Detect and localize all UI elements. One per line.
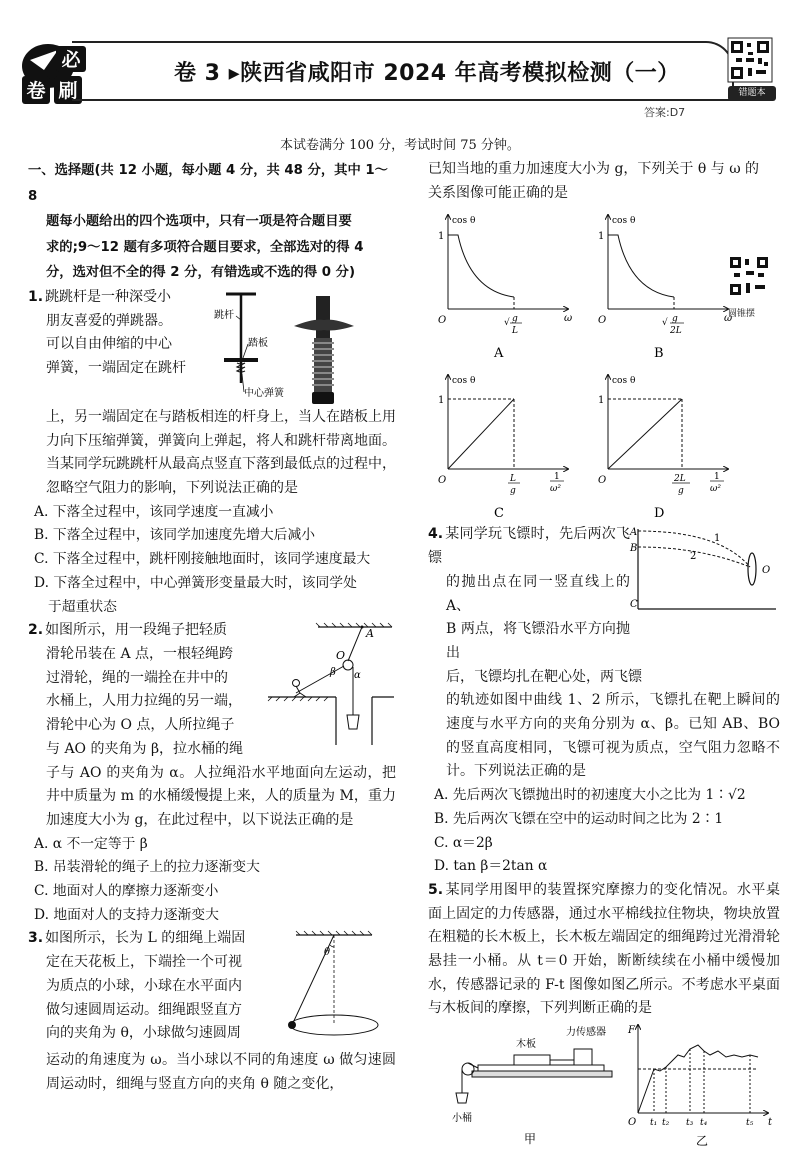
question-stem: 运动的角速度为 ω。当小球以不同的角速度 ω 做匀速圆周运动时，细绳与竖直方向的夹角 θ 随之变化，	[46, 1052, 396, 1093]
question-stem: 弹簧，一端固定在跳杆	[46, 360, 186, 377]
question-stem: 定在天花板上，下端拴一个可视	[46, 954, 242, 971]
fig-label-t: t	[768, 1117, 773, 1129]
dart-trajectory-figure	[630, 525, 780, 625]
question-stem: 的轨迹如图中曲线 1、2 所示，飞镖扎在靶上瞬间的速度与水平方向的夹角分别为 α、β。已知 AB、BO 的竖直高度相同，飞镖可视为质点，空气阻力忽略不计。下列说法正确的是	[446, 692, 780, 780]
graph-label-a: A	[494, 346, 504, 362]
question-stem: 水桶上，人用力拉绳的另一端，	[46, 693, 242, 710]
question-stem: 与 AO 的夹角为 β，拉水桶的绳	[46, 740, 244, 757]
question-stem: 已知当地的重力加速度大小为 g，下列关于 θ 与 ω 的	[428, 161, 760, 177]
option-d-continued: 于超重状态	[48, 598, 117, 615]
fig-label-yi: 乙	[696, 1134, 709, 1149]
friction-experiment-figure	[428, 1021, 780, 1149]
left-column	[28, 158, 396, 1097]
question-stem: 可以自由伸缩的中心	[46, 336, 172, 353]
question-2	[28, 619, 396, 927]
section-heading-line: 分，选对但不全的得 2 分，有错选或不选的得 0 分)	[46, 265, 356, 281]
fig-label-t4: t₄	[700, 1118, 708, 1129]
curve-label-1: 1	[714, 533, 721, 545]
qr-code-icon[interactable]	[728, 38, 772, 82]
question-stem: 过滑轮，绳的一端拴在井中的	[46, 669, 228, 686]
question-stem: 如图所示，用一段绳子把轻质	[45, 622, 228, 639]
fig-label-t3: t₃	[686, 1118, 694, 1129]
graph-label-d: D	[654, 506, 665, 522]
logo-char-top: 必	[61, 49, 81, 71]
axis-inv-num: 1	[714, 472, 720, 483]
page-header	[14, 36, 720, 119]
right-column	[428, 158, 780, 1149]
question-stem: B 两点，将飞镖沿水平方向抛出	[446, 621, 630, 661]
origin-label: O	[598, 315, 607, 327]
question-stem: 朋友喜爱的弹跳器。	[46, 312, 172, 329]
graph-d	[588, 369, 738, 522]
axis-label-cos: cos θ	[612, 216, 636, 227]
graph-label-b: B	[654, 346, 664, 362]
logo-char-left: 卷	[26, 80, 46, 102]
axis-label-omega: ω	[564, 313, 573, 325]
question-stem: 上，另一端固定在与踏板相连的杆身上，当人在踏板上用力向下压缩弹簧，弹簧向上弹起，将人和跳杆带离地面。当某同学玩跳跳杆从最高点竖直下落到最低点的过程中，忽略空气阻力的影响，下列说法正确的是	[46, 408, 396, 497]
tick-one: 1	[598, 231, 605, 243]
answer-graphs	[428, 205, 780, 523]
question-stem: 滑轮吊装在 A 点，一根轻绳跨	[46, 646, 234, 662]
fig-label-A: A	[366, 627, 374, 641]
svg-text:√: √	[662, 318, 668, 329]
tick-den-c: g	[510, 486, 516, 497]
question-stem: 为质点的小球，小球在水平面内	[46, 977, 242, 994]
question-stem: 向的夹角为 θ，小球做匀速圆周	[46, 1025, 241, 1042]
pogo-stick-figure	[216, 288, 396, 406]
section-heading-line: 一、选择题(共 12 小题，每小题 4 分，共 48 分，其中 1～8	[28, 163, 388, 204]
question-stem: 做匀速圆周运动。细绳跟竖直方	[46, 1001, 242, 1018]
tick-one: 1	[598, 395, 605, 407]
fig-label-B: B	[630, 543, 638, 555]
qr-label: 错题本	[728, 86, 776, 101]
question-stem: 某同学用图甲的装置探究摩擦力的变化情况。水平桌面上固定的力传感器，通过水平棉线拉住物块，物块放置在粗糙的长木板上，长木板左端固定的细绳跨过光滑滑轮悬挂一小桶。从 t＝0 开始，断断续续在小桶中缓慢加水，传感器记录的 F-t 图像如图乙所示。不考虑水平桌面与木板间的摩擦，下列判断正确的是	[428, 881, 780, 1017]
axis-label-cos: cos θ	[612, 376, 636, 387]
axis-label-omega: ω	[724, 313, 733, 325]
fig-label-board: 木板	[516, 1039, 536, 1051]
fig-label-A: A	[630, 527, 638, 539]
option-d[interactable]: D. 地面对人的支持力逐渐变大	[34, 906, 219, 923]
fig-label-t2: t₂	[662, 1118, 670, 1129]
question-stem: 关系图像可能正确的是	[428, 184, 568, 201]
fig-label-F: F	[628, 1025, 635, 1037]
question-1	[28, 286, 396, 619]
fig-label-jia: 甲	[524, 1132, 537, 1147]
fig-label-O: O	[336, 649, 346, 663]
question-stem: 跳跳杆是一种深受小	[45, 288, 172, 305]
tick-num-c: L	[510, 474, 516, 485]
tick-num-a: √	[504, 318, 510, 329]
tick-num-d: 2L	[674, 474, 686, 485]
graph-c	[428, 369, 578, 522]
qr-label: 圆锥摆	[728, 309, 756, 320]
question-number: 4.	[428, 526, 444, 543]
question-number: 1.	[28, 288, 44, 305]
tick-den-b: 2L	[670, 326, 682, 337]
fig-label-theta: θ	[324, 947, 331, 959]
tick-one: 1	[438, 395, 445, 407]
section-heading-line: 求的;9～12 题有多项符合题目要求，全部选对的得 4	[46, 239, 364, 255]
tick-den-a: L	[512, 326, 518, 337]
fig-label-t1: t₁	[650, 1118, 658, 1129]
question-5	[428, 879, 780, 1149]
option-b[interactable]: B. 下落全过程中，该同学加速度先增大后减小	[34, 527, 316, 544]
question-3	[28, 927, 396, 1096]
section-heading-line: 题每小题给出的四个选项中，只有一项是符合题目要	[46, 214, 352, 230]
option-b[interactable]: B. 先后两次飞镖在空中的运动时间之比为 2∶1	[434, 810, 724, 827]
section-heading	[28, 158, 396, 286]
answer-code: 答案:D7	[644, 106, 686, 119]
option-c[interactable]: C. 下落全过程中，跳杆刚接触地面时，该同学速度最大	[34, 551, 371, 568]
question-number: 2.	[28, 622, 44, 639]
option-a[interactable]: A. α 不一定等于 β	[34, 835, 148, 852]
question-stem: 子与 AO 的夹角为 α。人拉绳沿水平地面向左运动，把井中质量为 m 的水桶缓慢提上来，人的质量为 M，重力加速度大小为 g，在此过程中，以下说法正确的是	[46, 764, 396, 828]
graph-b	[588, 209, 738, 362]
option-c[interactable]: C. α＝2β	[434, 834, 493, 851]
question-stem: 滑轮中心为 O 点，人所拉绳子	[46, 717, 235, 734]
axis-label-cos: cos θ	[452, 376, 476, 387]
question-stem: 后，飞镖均扎在靶心处，两飞镖	[446, 668, 642, 685]
origin-label: O	[598, 475, 607, 487]
option-d[interactable]: D. 下落全过程中，中心弹簧形变量最大时，该同学处	[34, 574, 357, 591]
fig-label-rod: 跳杆	[214, 309, 234, 321]
conical-pendulum-figure	[276, 931, 396, 1049]
question-stem: 某同学玩飞镖时，先后两次飞镖	[428, 526, 630, 567]
fig-label-t5: t₅	[746, 1118, 754, 1129]
option-d[interactable]: D. tan β＝2tan α	[434, 858, 548, 875]
question-number: 5.	[428, 881, 444, 898]
fig-label-C: C	[630, 599, 638, 611]
fig-label-O: O	[628, 1117, 637, 1129]
tick-den-d: g	[678, 486, 684, 497]
fig-label-pedal: 踏板	[248, 337, 268, 349]
axis-label-cos: cos θ	[452, 216, 476, 227]
fig-label-sensor: 力传感器	[566, 1027, 606, 1039]
graph-label-c: C	[494, 506, 504, 522]
question-stem: 如图所示，长为 L 的细绳上端固	[45, 930, 246, 947]
fig-label-spring: 中心弹簧	[244, 387, 284, 399]
curve-label-2: 2	[690, 551, 697, 563]
option-b[interactable]: B. 吊装滑轮的绳子上的拉力逐渐变大	[34, 859, 260, 876]
axis-inv-den: ω²	[550, 484, 561, 495]
fig-label-O: O	[762, 565, 771, 577]
tick-num-b: g	[672, 314, 678, 325]
tick-num-a: g	[512, 314, 518, 325]
origin-label: O	[438, 475, 447, 487]
option-a[interactable]: A. 下落全过程中，该同学速度一直减小	[34, 503, 274, 520]
tick-one: 1	[438, 231, 445, 243]
fig-label-bucket: 小桶	[452, 1113, 472, 1125]
graph-a	[428, 209, 578, 362]
question-4	[428, 523, 780, 879]
axis-inv-den: ω²	[710, 484, 721, 495]
fig-label-alpha: α	[354, 670, 361, 682]
exam-subtitle: 本试卷满分 100 分，考试时间 75 分钟。	[280, 138, 520, 153]
question-number: 3.	[28, 930, 44, 947]
pulley-well-figure	[266, 623, 396, 745]
question-stem: 的抛出点在同一竖直线上的 A、	[446, 573, 630, 614]
fig-label-beta: β	[330, 667, 336, 679]
option-a[interactable]: A. 先后两次飞镖抛出时的初速度大小之比为 1∶√2	[434, 787, 746, 804]
page-title: 卷 3 ▸陕西省咸阳市 2024 年高考模拟检测（一）	[174, 61, 680, 86]
logo-char-right: 刷	[58, 80, 78, 102]
axis-inv-num: 1	[554, 472, 560, 483]
option-c[interactable]: C. 地面对人的摩擦力逐渐变小	[34, 883, 219, 900]
origin-label: O	[438, 315, 447, 327]
